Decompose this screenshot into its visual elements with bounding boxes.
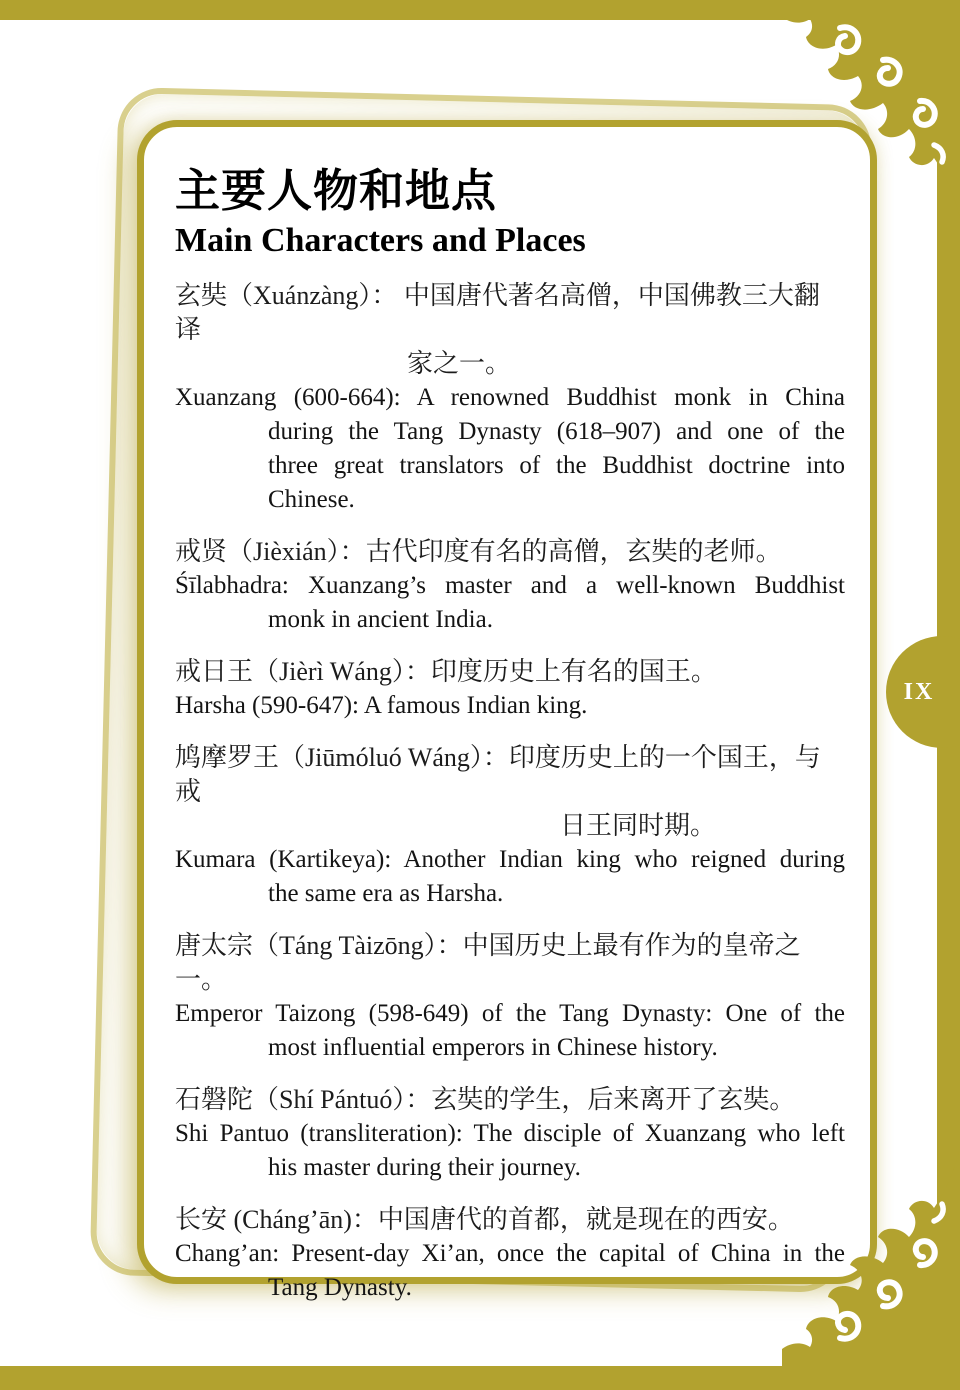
entry-zh-line: 玄奘（Xuánzàng）： 中国唐代著名高僧，中国佛教三大翻译 xyxy=(175,281,820,344)
entry-silabhadra xyxy=(175,535,845,637)
entry-en-line: Xuanzang (600-664): A renowned Buddhist monk in China xyxy=(175,384,845,411)
entry-en-line: Emperor Taizong (598-649) of the Tang Dynasty: One of the xyxy=(175,1000,845,1027)
entry-shi-pantuo xyxy=(175,1083,845,1185)
entry-zh-line: 长安 (Cháng’ān)：中国唐代的首都，就是现在的西安。 xyxy=(175,1205,794,1234)
entry-xuanzang xyxy=(175,279,845,517)
entry-zh-line: 家之一。 xyxy=(407,349,512,378)
entry-en-line: Kumara (Kartikeya): Another Indian king who reigned during xyxy=(175,846,845,873)
cloud-scroll-ornament-bottom-icon xyxy=(782,1148,960,1366)
entry-zh-line: 鸠摩罗王（Jiūmóluó Wáng）：印度历史上的一个国王，与戒 xyxy=(175,743,821,806)
entry-zh-line: 唐太宗（Táng Tàizōng）：中国历史上最有作为的皇帝之一。 xyxy=(175,931,801,994)
entry-en-line: Chinese. xyxy=(268,486,355,513)
entry-zh-line: 石磐陀（Shí Pántuó）：玄奘的学生，后来离开了玄奘。 xyxy=(175,1085,796,1114)
entry-kumara xyxy=(175,741,845,911)
page-card xyxy=(137,120,877,1301)
entry-en-line: Harsha (590-647): A famous Indian king. xyxy=(175,692,588,719)
entry-en-line: monk in ancient India. xyxy=(268,606,493,633)
entry-zh-line: 戒贤（Jièxián）：古代印度有名的高僧，玄奘的老师。 xyxy=(175,537,782,566)
entry-en-line: Śīlabhadra: Xuanzang’s master and a well-known Buddhist xyxy=(175,572,845,599)
entry-en-line: most influential emperors in Chinese history. xyxy=(268,1034,718,1061)
entry-en-line: his master during their journey. xyxy=(268,1154,581,1181)
entry-harsha xyxy=(175,655,845,723)
entry-zh-line: 戒日王（Jièrì Wáng）：印度历史上有名的国王。 xyxy=(175,657,717,686)
entry-changan xyxy=(175,1203,845,1305)
page-number-label: IX xyxy=(903,678,935,705)
entry-en-line: Shi Pantuo (transliteration): The disciple of Xuanzang who left xyxy=(175,1120,845,1147)
entry-en-line: Tang Dynasty. xyxy=(268,1274,412,1301)
entry-taizong xyxy=(175,929,845,1065)
page-title-chinese: 主要人物和地点 xyxy=(175,165,498,216)
bottom-border-strip xyxy=(0,1366,960,1390)
entry-en-line: Chang’an: Present-day Xi’an, once the capital of China in the xyxy=(175,1240,845,1267)
entry-en-line: during the Tang Dynasty (618–907) and one of the xyxy=(268,418,845,445)
entry-zh-line: 日王同时期。 xyxy=(560,811,717,840)
entry-en-line: the same era as Harsha. xyxy=(268,880,504,907)
cloud-scroll-ornament-top-icon xyxy=(782,0,960,218)
page-title-english: Main Characters and Places xyxy=(175,222,586,259)
entry-en-line: three great translators of the Buddhist doctrine into xyxy=(268,452,845,479)
page-number-tab xyxy=(886,636,960,748)
